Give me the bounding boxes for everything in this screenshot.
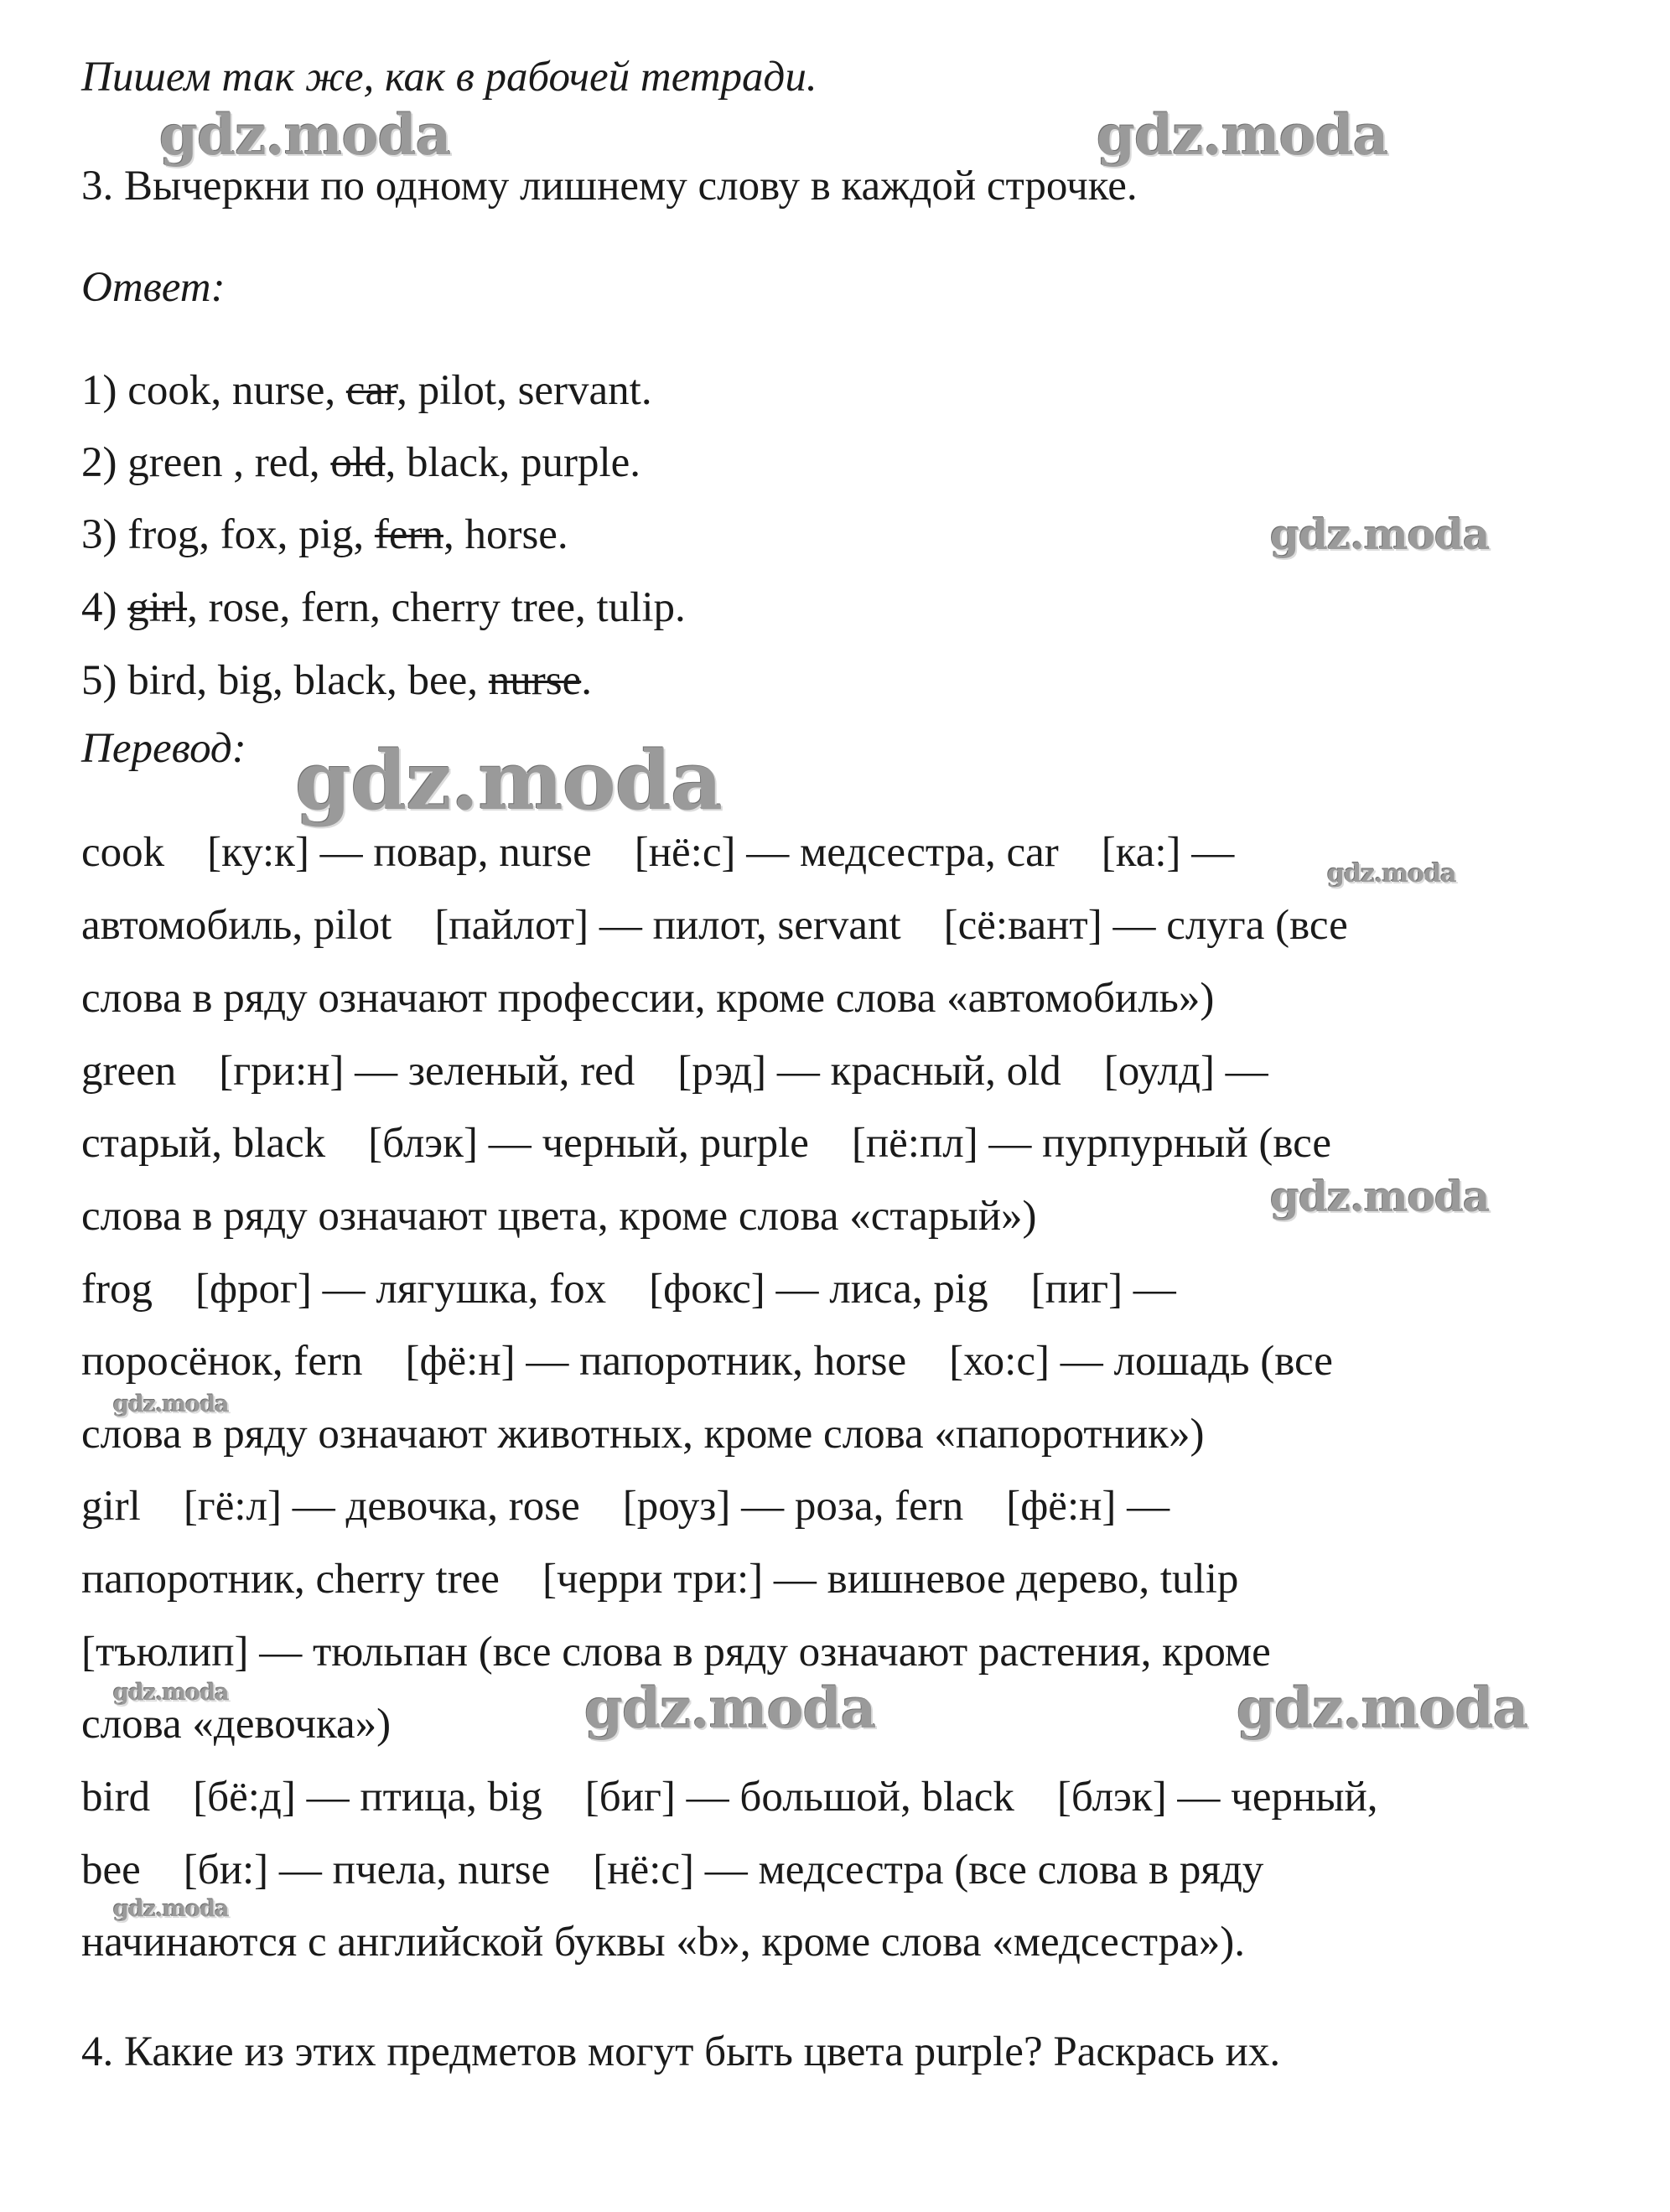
watermark: gdz.moda	[1097, 102, 1388, 168]
task3-heading: 3. Вычеркни по одному лишнему слову в каждой строчке.	[81, 163, 1138, 210]
answer-line-4	[81, 583, 686, 633]
struck-word: old	[330, 439, 386, 486]
translation-line: frog [фрог] — лягушка, fox [фокс] — лиса, pig [пиг] —	[81, 1266, 1176, 1313]
translation-line: автомобиль, pilot [пайлот] — пилот, servant [сё:вант] — слуга (все	[81, 902, 1348, 949]
watermark: gdz.moda	[295, 733, 723, 828]
translation-line: girl [гё:л] — девочка, rose [роуз] — роза, fern [фё:н] —	[81, 1483, 1170, 1530]
answer-line-3	[81, 510, 568, 560]
watermark: gdz.moda	[113, 1391, 229, 1417]
translation-line: green [гри:н] — зеленый, red [рэд] — красный, old [оулд] —	[81, 1048, 1268, 1095]
watermark: gdz.moda	[1270, 510, 1490, 559]
answer-line-2	[81, 438, 641, 488]
translation-line: начинаются с английской буквы «b», кроме слова «медсестра»).	[81, 1919, 1245, 1966]
answer-text: .	[581, 657, 592, 704]
struck-word: fern	[374, 511, 443, 558]
translation-line: слова в ряду означают животных, кроме слова «папоротник»)	[81, 1411, 1205, 1458]
answer-text: 2) green , red,	[81, 439, 331, 486]
answer-text: , rose, fern, cherry tree, tulip.	[187, 584, 686, 631]
watermark: gdz.moda	[113, 1680, 229, 1706]
watermark: gdz.moda	[1327, 859, 1456, 888]
translation-line: [тъюлип] — тюльпан (все слова в ряду означают растения, кроме	[81, 1629, 1271, 1676]
answer-text: 5) bird, big, black, bee,	[81, 657, 489, 704]
answer-text: , horse.	[443, 511, 568, 558]
translation-line: старый, black [блэк] — черный, purple [пё:пл] — пурпурный (все	[81, 1120, 1332, 1167]
watermark: gdz.moda	[113, 1896, 229, 1922]
struck-word: car	[345, 367, 397, 414]
translation-label: Перевод:	[81, 725, 246, 772]
answer-line-5	[81, 655, 592, 706]
answer-label: Ответ:	[81, 264, 226, 311]
watermark: gdz.moda	[584, 1676, 876, 1741]
answer-text: 4)	[81, 584, 128, 631]
struck-word: nurse	[488, 657, 582, 704]
answer-line-1	[81, 365, 652, 416]
translation-line: слова «девочка»)	[81, 1701, 392, 1748]
watermark: gdz.moda	[1270, 1172, 1490, 1221]
translation-line: слова в ряду означают профессии, кроме слова «автомобиль»)	[81, 975, 1215, 1022]
translation-line: bird [бё:д] — птица, big [биг] — большой, black [блэк] — черный,	[81, 1774, 1378, 1821]
watermark: gdz.moda	[159, 102, 451, 168]
translation-line: bee [би:] — пчела, nurse [нё:с] — медсестра (все слова в ряду	[81, 1847, 1264, 1893]
struck-word: girl	[127, 584, 188, 631]
intro-note: Пишем так же, как в рабочей тетради.	[81, 54, 817, 101]
watermark: gdz.moda	[1237, 1676, 1528, 1741]
translation-line: слова в ряду означают цвета, кроме слова «старый»)	[81, 1193, 1037, 1240]
answer-text: 3) frog, fox, pig,	[81, 511, 375, 558]
answer-text: 1) cook, nurse,	[81, 367, 346, 414]
task4-heading: 4. Какие из этих предметов могут быть цвета purple? Раскрась их.	[81, 2028, 1281, 2075]
answer-text: , pilot, servant.	[397, 367, 652, 414]
translation-line: cook [ку:к] — повар, nurse [нё:с] — медсестра, car [ка:] —	[81, 829, 1235, 876]
translation-line: поросёнок, fern [фё:н] — папоротник, horse [хо:с] — лошадь (все	[81, 1338, 1333, 1385]
answer-text: , black, purple.	[385, 439, 641, 486]
translation-line: папоротник, cherry tree [черри три:] — вишневое дерево, tulip	[81, 1556, 1239, 1603]
